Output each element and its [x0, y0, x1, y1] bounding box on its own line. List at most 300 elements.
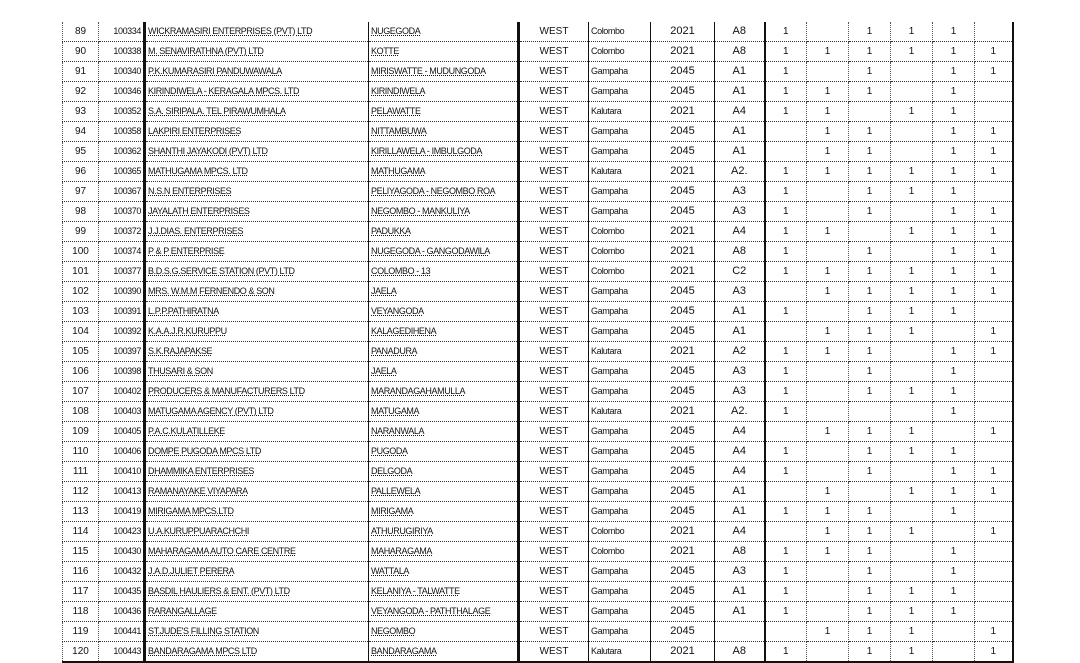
flag-cell-5: 1 [933, 242, 975, 262]
row-number-cell: 89 [63, 22, 99, 42]
year-code-cell: 2045 [651, 622, 715, 642]
province-cell: WEST [519, 282, 589, 302]
dealer-location-cell: NUGEGODA [369, 22, 519, 42]
table-row [63, 62, 1013, 82]
flag-cell-4 [891, 462, 933, 482]
dealer-name-cell: M. SENAVIRATHNA (PVT) LTD [145, 42, 369, 62]
flag-cell-5: 1 [933, 62, 975, 82]
dealer-name-cell: S.K.RAJAPAKSE [145, 342, 369, 362]
dealer-name-cell: MATHUGAMA MPCS. LTD [145, 162, 369, 182]
dealer-code-cell: 100377 [99, 262, 145, 282]
flag-cell-4 [891, 502, 933, 522]
dealer-location-cell: KELANIYA - TALWATTE [369, 582, 519, 602]
table-row [63, 482, 1013, 502]
flag-cell-4 [891, 402, 933, 422]
flag-cell-5: 1 [933, 262, 975, 282]
flag-cell-5: 1 [933, 142, 975, 162]
province-cell: WEST [519, 222, 589, 242]
district-cell: Gampaha [589, 502, 651, 522]
dealer-name-cell: BANDARAGAMA MPCS LTD [145, 642, 369, 663]
flag-cell-5: 1 [933, 382, 975, 402]
flag-cell-3: 1 [849, 582, 891, 602]
year-code-cell: 2045 [651, 582, 715, 602]
district-cell: Gampaha [589, 562, 651, 582]
dealer-name-cell: P.K.KUMARASIRI PANDUWAWALA [145, 62, 369, 82]
row-number-cell: 100 [63, 242, 99, 262]
flag-cell-4 [891, 122, 933, 142]
province-cell: WEST [519, 582, 589, 602]
district-cell: Colombo [589, 242, 651, 262]
flag-cell-5: 1 [933, 342, 975, 362]
flag-cell-2 [807, 182, 849, 202]
class-code-cell: A4 [715, 222, 765, 242]
flag-cell-6: 1 [975, 242, 1013, 262]
dealer-code-cell: 100390 [99, 282, 145, 302]
flag-cell-4: 1 [891, 582, 933, 602]
dealer-location-cell: KOTTE [369, 42, 519, 62]
row-number-cell: 108 [63, 402, 99, 422]
flag-cell-4: 1 [891, 262, 933, 282]
dealer-location-cell: ATHURUGIRIYA [369, 522, 519, 542]
dealer-code-cell: 100406 [99, 442, 145, 462]
flag-cell-5: 1 [933, 222, 975, 242]
year-code-cell: 2021 [651, 402, 715, 422]
dealer-code-cell: 100405 [99, 422, 145, 442]
flag-cell-4: 1 [891, 382, 933, 402]
province-cell: WEST [519, 422, 589, 442]
dealer-location-cell: MARANDAGAHAMULLA [369, 382, 519, 402]
district-cell: Colombo [589, 22, 651, 42]
flag-cell-5: 1 [933, 362, 975, 382]
table-row [63, 182, 1013, 202]
dealer-code-cell: 100391 [99, 302, 145, 322]
flag-cell-3: 1 [849, 162, 891, 182]
flag-cell-4: 1 [891, 482, 933, 502]
flag-cell-3: 1 [849, 342, 891, 362]
year-code-cell: 2045 [651, 442, 715, 462]
flag-cell-1: 1 [765, 62, 807, 82]
dealer-location-cell: MATHUGAMA [369, 162, 519, 182]
flag-cell-6 [975, 382, 1013, 402]
flag-cell-2: 1 [807, 422, 849, 442]
dealer-location-cell: PANADURA [369, 342, 519, 362]
dealer-name-cell: P.A.C.KULATILLEKE [145, 422, 369, 442]
class-code-cell: A8 [715, 642, 765, 663]
flag-cell-6: 1 [975, 482, 1013, 502]
flag-cell-2 [807, 242, 849, 262]
dealer-location-cell: JAELA [369, 282, 519, 302]
flag-cell-2 [807, 602, 849, 622]
table-row [63, 322, 1013, 342]
flag-cell-5: 1 [933, 82, 975, 102]
table-row [63, 542, 1013, 562]
class-code-cell: A1 [715, 62, 765, 82]
flag-cell-2 [807, 462, 849, 482]
flag-cell-4: 1 [891, 642, 933, 663]
row-number-cell: 92 [63, 82, 99, 102]
dealer-code-cell: 100367 [99, 182, 145, 202]
year-code-cell: 2021 [651, 642, 715, 663]
flag-cell-1: 1 [765, 382, 807, 402]
flag-cell-5: 1 [933, 122, 975, 142]
table-row [63, 502, 1013, 522]
dealer-location-cell: MAHARAGAMA [369, 542, 519, 562]
class-code-cell: A8 [715, 542, 765, 562]
table-row [63, 242, 1013, 262]
flag-cell-1: 1 [765, 502, 807, 522]
flag-cell-4 [891, 542, 933, 562]
province-cell: WEST [519, 642, 589, 663]
province-cell: WEST [519, 542, 589, 562]
dealer-code-cell: 100398 [99, 362, 145, 382]
flag-cell-6 [975, 442, 1013, 462]
dealer-name-cell: J.A.D.JULIET PERERA [145, 562, 369, 582]
flag-cell-4 [891, 142, 933, 162]
row-number-cell: 114 [63, 522, 99, 542]
table-row [63, 282, 1013, 302]
district-cell: Gampaha [589, 482, 651, 502]
table-row [63, 362, 1013, 382]
province-cell: WEST [519, 342, 589, 362]
dealer-location-cell: COLOMBO - 13 [369, 262, 519, 282]
flag-cell-2: 1 [807, 42, 849, 62]
flag-cell-2: 1 [807, 102, 849, 122]
flag-cell-6: 1 [975, 282, 1013, 302]
flag-cell-1: 1 [765, 582, 807, 602]
flag-cell-4: 1 [891, 182, 933, 202]
dealer-location-cell: KIRINDIWELA [369, 82, 519, 102]
district-cell: Colombo [589, 542, 651, 562]
province-cell: WEST [519, 482, 589, 502]
district-cell: Gampaha [589, 182, 651, 202]
flag-cell-2: 1 [807, 322, 849, 342]
flag-cell-1: 1 [765, 342, 807, 362]
class-code-cell: A1 [715, 602, 765, 622]
flag-cell-5: 1 [933, 482, 975, 502]
flag-cell-3: 1 [849, 122, 891, 142]
flag-cell-4 [891, 82, 933, 102]
flag-cell-1: 1 [765, 262, 807, 282]
flag-cell-5: 1 [933, 562, 975, 582]
flag-cell-1: 1 [765, 462, 807, 482]
dealer-name-cell: DOMPE PUGODA MPCS LTD [145, 442, 369, 462]
district-cell: Gampaha [589, 462, 651, 482]
class-code-cell: A1 [715, 482, 765, 502]
class-code-cell: A3 [715, 362, 765, 382]
dealer-table [62, 22, 1014, 663]
flag-cell-2: 1 [807, 342, 849, 362]
table-row [63, 642, 1013, 663]
flag-cell-1: 1 [765, 542, 807, 562]
province-cell: WEST [519, 562, 589, 582]
table-row [63, 422, 1013, 442]
row-number-cell: 111 [63, 462, 99, 482]
row-number-cell: 90 [63, 42, 99, 62]
flag-cell-1: 1 [765, 42, 807, 62]
dealer-name-cell: S.A. SIRIPALA. TEL PIRAWUMHALA [145, 102, 369, 122]
flag-cell-3 [849, 222, 891, 242]
flag-cell-5: 1 [933, 442, 975, 462]
table-row [63, 122, 1013, 142]
flag-cell-5: 1 [933, 202, 975, 222]
dealer-name-cell: PRODUCERS & MANUFACTURERS LTD [145, 382, 369, 402]
dealer-location-cell: NARANWALA [369, 422, 519, 442]
flag-cell-5: 1 [933, 462, 975, 482]
flag-cell-1 [765, 142, 807, 162]
flag-cell-5: 1 [933, 302, 975, 322]
flag-cell-2: 1 [807, 162, 849, 182]
flag-cell-4: 1 [891, 602, 933, 622]
table-row [63, 442, 1013, 462]
dealer-name-cell: U.A.KURUPPUARACHCHI [145, 522, 369, 542]
dealer-code-cell: 100403 [99, 402, 145, 422]
flag-cell-3: 1 [849, 42, 891, 62]
row-number-cell: 98 [63, 202, 99, 222]
dealer-location-cell: VEYANGODA [369, 302, 519, 322]
flag-cell-2: 1 [807, 622, 849, 642]
dealer-code-cell: 100374 [99, 242, 145, 262]
flag-cell-3: 1 [849, 22, 891, 42]
class-code-cell: A2. [715, 402, 765, 422]
province-cell: WEST [519, 622, 589, 642]
district-cell: Kalutara [589, 342, 651, 362]
dealer-location-cell: NITTAMBUWA [369, 122, 519, 142]
dealer-location-cell: VEYANGODA - PATHTHALAGE [369, 602, 519, 622]
dealer-code-cell: 100340 [99, 62, 145, 82]
flag-cell-2: 1 [807, 142, 849, 162]
year-code-cell: 2045 [651, 502, 715, 522]
class-code-cell: A1 [715, 142, 765, 162]
flag-cell-6: 1 [975, 422, 1013, 442]
flag-cell-3: 1 [849, 422, 891, 442]
flag-cell-1 [765, 522, 807, 542]
province-cell: WEST [519, 62, 589, 82]
flag-cell-6: 1 [975, 342, 1013, 362]
flag-cell-2 [807, 22, 849, 42]
year-code-cell: 2021 [651, 42, 715, 62]
class-code-cell: A4 [715, 462, 765, 482]
dealer-code-cell: 100346 [99, 82, 145, 102]
dealer-name-cell: WICKRAMASIRI ENTERPRISES (PVT) LTD [145, 22, 369, 42]
row-number-cell: 99 [63, 222, 99, 242]
flag-cell-2: 1 [807, 482, 849, 502]
dealer-code-cell: 100419 [99, 502, 145, 522]
flag-cell-1: 1 [765, 162, 807, 182]
district-cell: Gampaha [589, 582, 651, 602]
province-cell: WEST [519, 502, 589, 522]
dealer-code-cell: 100362 [99, 142, 145, 162]
flag-cell-1: 1 [765, 102, 807, 122]
row-number-cell: 116 [63, 562, 99, 582]
province-cell: WEST [519, 202, 589, 222]
flag-cell-5 [933, 322, 975, 342]
flag-cell-6: 1 [975, 522, 1013, 542]
flag-cell-3: 1 [849, 462, 891, 482]
flag-cell-2: 1 [807, 522, 849, 542]
flag-cell-4 [891, 342, 933, 362]
year-code-cell: 2045 [651, 302, 715, 322]
flag-cell-3: 1 [849, 62, 891, 82]
flag-cell-6: 1 [975, 322, 1013, 342]
flag-cell-3: 1 [849, 362, 891, 382]
flag-cell-5: 1 [933, 42, 975, 62]
class-code-cell: A3 [715, 282, 765, 302]
row-number-cell: 95 [63, 142, 99, 162]
district-cell: Gampaha [589, 82, 651, 102]
dealer-location-cell: KIRILLAWELA - IMBULGODA [369, 142, 519, 162]
flag-cell-1 [765, 282, 807, 302]
flag-cell-6: 1 [975, 262, 1013, 282]
flag-cell-3: 1 [849, 322, 891, 342]
table-row [63, 342, 1013, 362]
district-cell: Gampaha [589, 362, 651, 382]
district-cell: Colombo [589, 222, 651, 242]
table-row [63, 22, 1013, 42]
flag-cell-6: 1 [975, 202, 1013, 222]
dealer-code-cell: 100392 [99, 322, 145, 342]
flag-cell-4: 1 [891, 102, 933, 122]
dealer-location-cell: MIRIGAMA [369, 502, 519, 522]
dealer-code-cell: 100443 [99, 642, 145, 663]
dealer-name-cell: SHANTHI JAYAKODI (PVT) LTD [145, 142, 369, 162]
class-code-cell: A4 [715, 522, 765, 542]
flag-cell-4 [891, 362, 933, 382]
class-code-cell: A3 [715, 562, 765, 582]
flag-cell-4 [891, 62, 933, 82]
flag-cell-6 [975, 562, 1013, 582]
table-row [63, 582, 1013, 602]
table-row [63, 382, 1013, 402]
dealer-name-cell: RAMANAYAKE VIYAPARA [145, 482, 369, 502]
flag-cell-1: 1 [765, 302, 807, 322]
table-row [63, 102, 1013, 122]
row-number-cell: 117 [63, 582, 99, 602]
flag-cell-4: 1 [891, 622, 933, 642]
district-cell: Kalutara [589, 162, 651, 182]
flag-cell-1: 1 [765, 182, 807, 202]
year-code-cell: 2045 [651, 282, 715, 302]
flag-cell-4 [891, 562, 933, 582]
province-cell: WEST [519, 462, 589, 482]
province-cell: WEST [519, 82, 589, 102]
flag-cell-2 [807, 442, 849, 462]
year-code-cell: 2045 [651, 482, 715, 502]
province-cell: WEST [519, 522, 589, 542]
row-number-cell: 118 [63, 602, 99, 622]
flag-cell-2: 1 [807, 222, 849, 242]
dealer-location-cell: PADUKKA [369, 222, 519, 242]
dealer-name-cell: MAHARAGAMA AUTO CARE CENTRE [145, 542, 369, 562]
table-row [63, 82, 1013, 102]
flag-cell-5: 1 [933, 542, 975, 562]
flag-cell-4 [891, 242, 933, 262]
province-cell: WEST [519, 242, 589, 262]
year-code-cell: 2045 [651, 602, 715, 622]
dealer-name-cell: RARANGALLAGE [145, 602, 369, 622]
flag-cell-6: 1 [975, 162, 1013, 182]
flag-cell-2: 1 [807, 282, 849, 302]
flag-cell-2: 1 [807, 262, 849, 282]
dealer-code-cell: 100365 [99, 162, 145, 182]
district-cell: Colombo [589, 522, 651, 542]
dealer-location-cell: PALLEWELA [369, 482, 519, 502]
dealer-name-cell: BASDIL HAULIERS & ENT. (PVT) LTD [145, 582, 369, 602]
flag-cell-4: 1 [891, 282, 933, 302]
year-code-cell: 2045 [651, 122, 715, 142]
flag-cell-2 [807, 382, 849, 402]
dealer-location-cell: NUGEGODA - GANGODAWILA [369, 242, 519, 262]
province-cell: WEST [519, 102, 589, 122]
dealer-name-cell: J.J.DIAS. ENTERPRISES [145, 222, 369, 242]
flag-cell-4: 1 [891, 302, 933, 322]
table-row [63, 602, 1013, 622]
province-cell: WEST [519, 362, 589, 382]
flag-cell-3: 1 [849, 302, 891, 322]
flag-cell-6 [975, 362, 1013, 382]
province-cell: WEST [519, 322, 589, 342]
dealer-name-cell: B.D.S.G.SERVICE STATION (PVT) LTD [145, 262, 369, 282]
row-number-cell: 94 [63, 122, 99, 142]
flag-cell-5: 1 [933, 22, 975, 42]
class-code-cell: A1 [715, 122, 765, 142]
flag-cell-6: 1 [975, 42, 1013, 62]
flag-cell-1: 1 [765, 202, 807, 222]
class-code-cell: A1 [715, 302, 765, 322]
flag-cell-3 [849, 482, 891, 502]
row-number-cell: 105 [63, 342, 99, 362]
district-cell: Gampaha [589, 622, 651, 642]
flag-cell-6: 1 [975, 462, 1013, 482]
table-row [63, 42, 1013, 62]
flag-cell-1: 1 [765, 242, 807, 262]
year-code-cell: 2045 [651, 322, 715, 342]
flag-cell-3 [849, 102, 891, 122]
flag-cell-5: 1 [933, 602, 975, 622]
flag-cell-2 [807, 582, 849, 602]
table-row [63, 522, 1013, 542]
flag-cell-4 [891, 202, 933, 222]
province-cell: WEST [519, 162, 589, 182]
district-cell: Gampaha [589, 442, 651, 462]
year-code-cell: 2045 [651, 462, 715, 482]
district-cell: Gampaha [589, 282, 651, 302]
flag-cell-4: 1 [891, 42, 933, 62]
class-code-cell: A8 [715, 242, 765, 262]
province-cell: WEST [519, 22, 589, 42]
row-number-cell: 101 [63, 262, 99, 282]
flag-cell-1 [765, 422, 807, 442]
dealer-location-cell: PELIYAGODA - NEGOMBO ROA [369, 182, 519, 202]
district-cell: Colombo [589, 42, 651, 62]
row-number-cell: 106 [63, 362, 99, 382]
year-code-cell: 2045 [651, 562, 715, 582]
dealer-code-cell: 100338 [99, 42, 145, 62]
dealer-name-cell: DHAMMIKA ENTERPRISES [145, 462, 369, 482]
dealer-name-cell: MRS. W.M.M FERNENDO & SON [145, 282, 369, 302]
year-code-cell: 2045 [651, 362, 715, 382]
flag-cell-4: 1 [891, 222, 933, 242]
flag-cell-3: 1 [849, 202, 891, 222]
flag-cell-5: 1 [933, 582, 975, 602]
table-row [63, 622, 1013, 642]
dealer-code-cell: 100436 [99, 602, 145, 622]
district-cell: Kalutara [589, 402, 651, 422]
flag-cell-4: 1 [891, 442, 933, 462]
flag-cell-1 [765, 122, 807, 142]
year-code-cell: 2045 [651, 142, 715, 162]
flag-cell-5 [933, 642, 975, 663]
dealer-location-cell: MATUGAMA [369, 402, 519, 422]
